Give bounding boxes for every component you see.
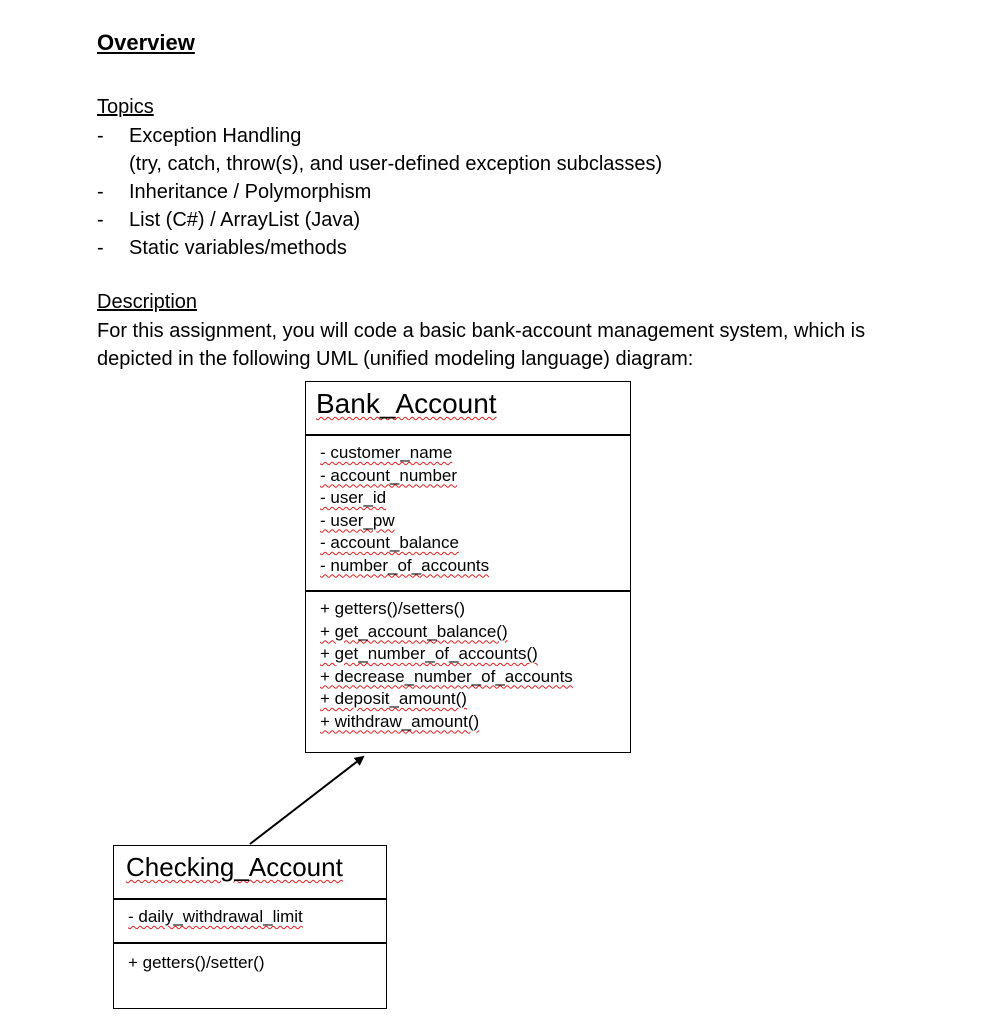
- attribute-item: - daily_withdrawal_limit: [128, 907, 303, 926]
- overview-heading: Overview: [97, 30, 195, 55]
- bank-account-operations: [306, 590, 630, 733]
- operation-item: + decrease_number_of_accounts: [320, 666, 573, 686]
- attribute-item: - user_id: [320, 488, 387, 507]
- topic-label: Inheritance / Polymorphism: [129, 181, 372, 203]
- bank-account-attributes: [306, 434, 630, 590]
- operation-item: + deposit_amount(): [320, 689, 467, 708]
- topic-label: Exception Handling: [129, 125, 302, 147]
- description-title: Description: [97, 291, 198, 313]
- topic-bullet: -: [97, 125, 104, 147]
- topic-sublabel: (try, catch, throw(s), and user-defined exception subclasses): [129, 153, 663, 175]
- topic-label: List (C#) / ArrayList (Java): [129, 209, 361, 231]
- topic-item: [97, 234, 662, 262]
- topic-label: Static variables/methods: [129, 237, 347, 259]
- inheritance-line: [250, 757, 363, 844]
- description-text: For this assignment, you will code a basic bank-account management system, which is depicted in the following UML (unified modeling language) diagram:: [97, 320, 866, 370]
- attribute-item: - user_pw: [320, 510, 395, 530]
- bank-account-class-box: [305, 381, 631, 753]
- checking-account-operations: [114, 942, 386, 975]
- operation-item: + withdraw_amount(): [320, 711, 480, 731]
- operation-item: + get_account_balance(): [320, 621, 508, 641]
- topic-item: [97, 178, 662, 206]
- operation-item: + getters()/setters(): [320, 599, 466, 618]
- attribute-item: - account_balance: [320, 533, 459, 552]
- topic-bullet: -: [97, 181, 104, 203]
- attribute-item: - customer_name: [320, 443, 453, 462]
- topic-item: [97, 122, 662, 178]
- operation-item: + get_number_of_accounts(): [320, 644, 538, 663]
- checking-account-class-name: Checking_Account: [126, 852, 343, 882]
- bank-account-class-name: Bank_Account: [316, 388, 497, 419]
- checking-account-attributes: [114, 898, 386, 942]
- topics-title: Topics: [97, 96, 154, 118]
- topics-list: [97, 122, 662, 262]
- attribute-item: - account_number: [320, 465, 458, 485]
- checking-account-class-box: [113, 845, 387, 1009]
- topic-bullet: -: [97, 237, 104, 259]
- attribute-item: - number_of_accounts: [320, 555, 490, 575]
- topic-item: [97, 206, 662, 234]
- operation-item: + getters()/setter(): [128, 953, 265, 972]
- topic-bullet: -: [97, 209, 104, 231]
